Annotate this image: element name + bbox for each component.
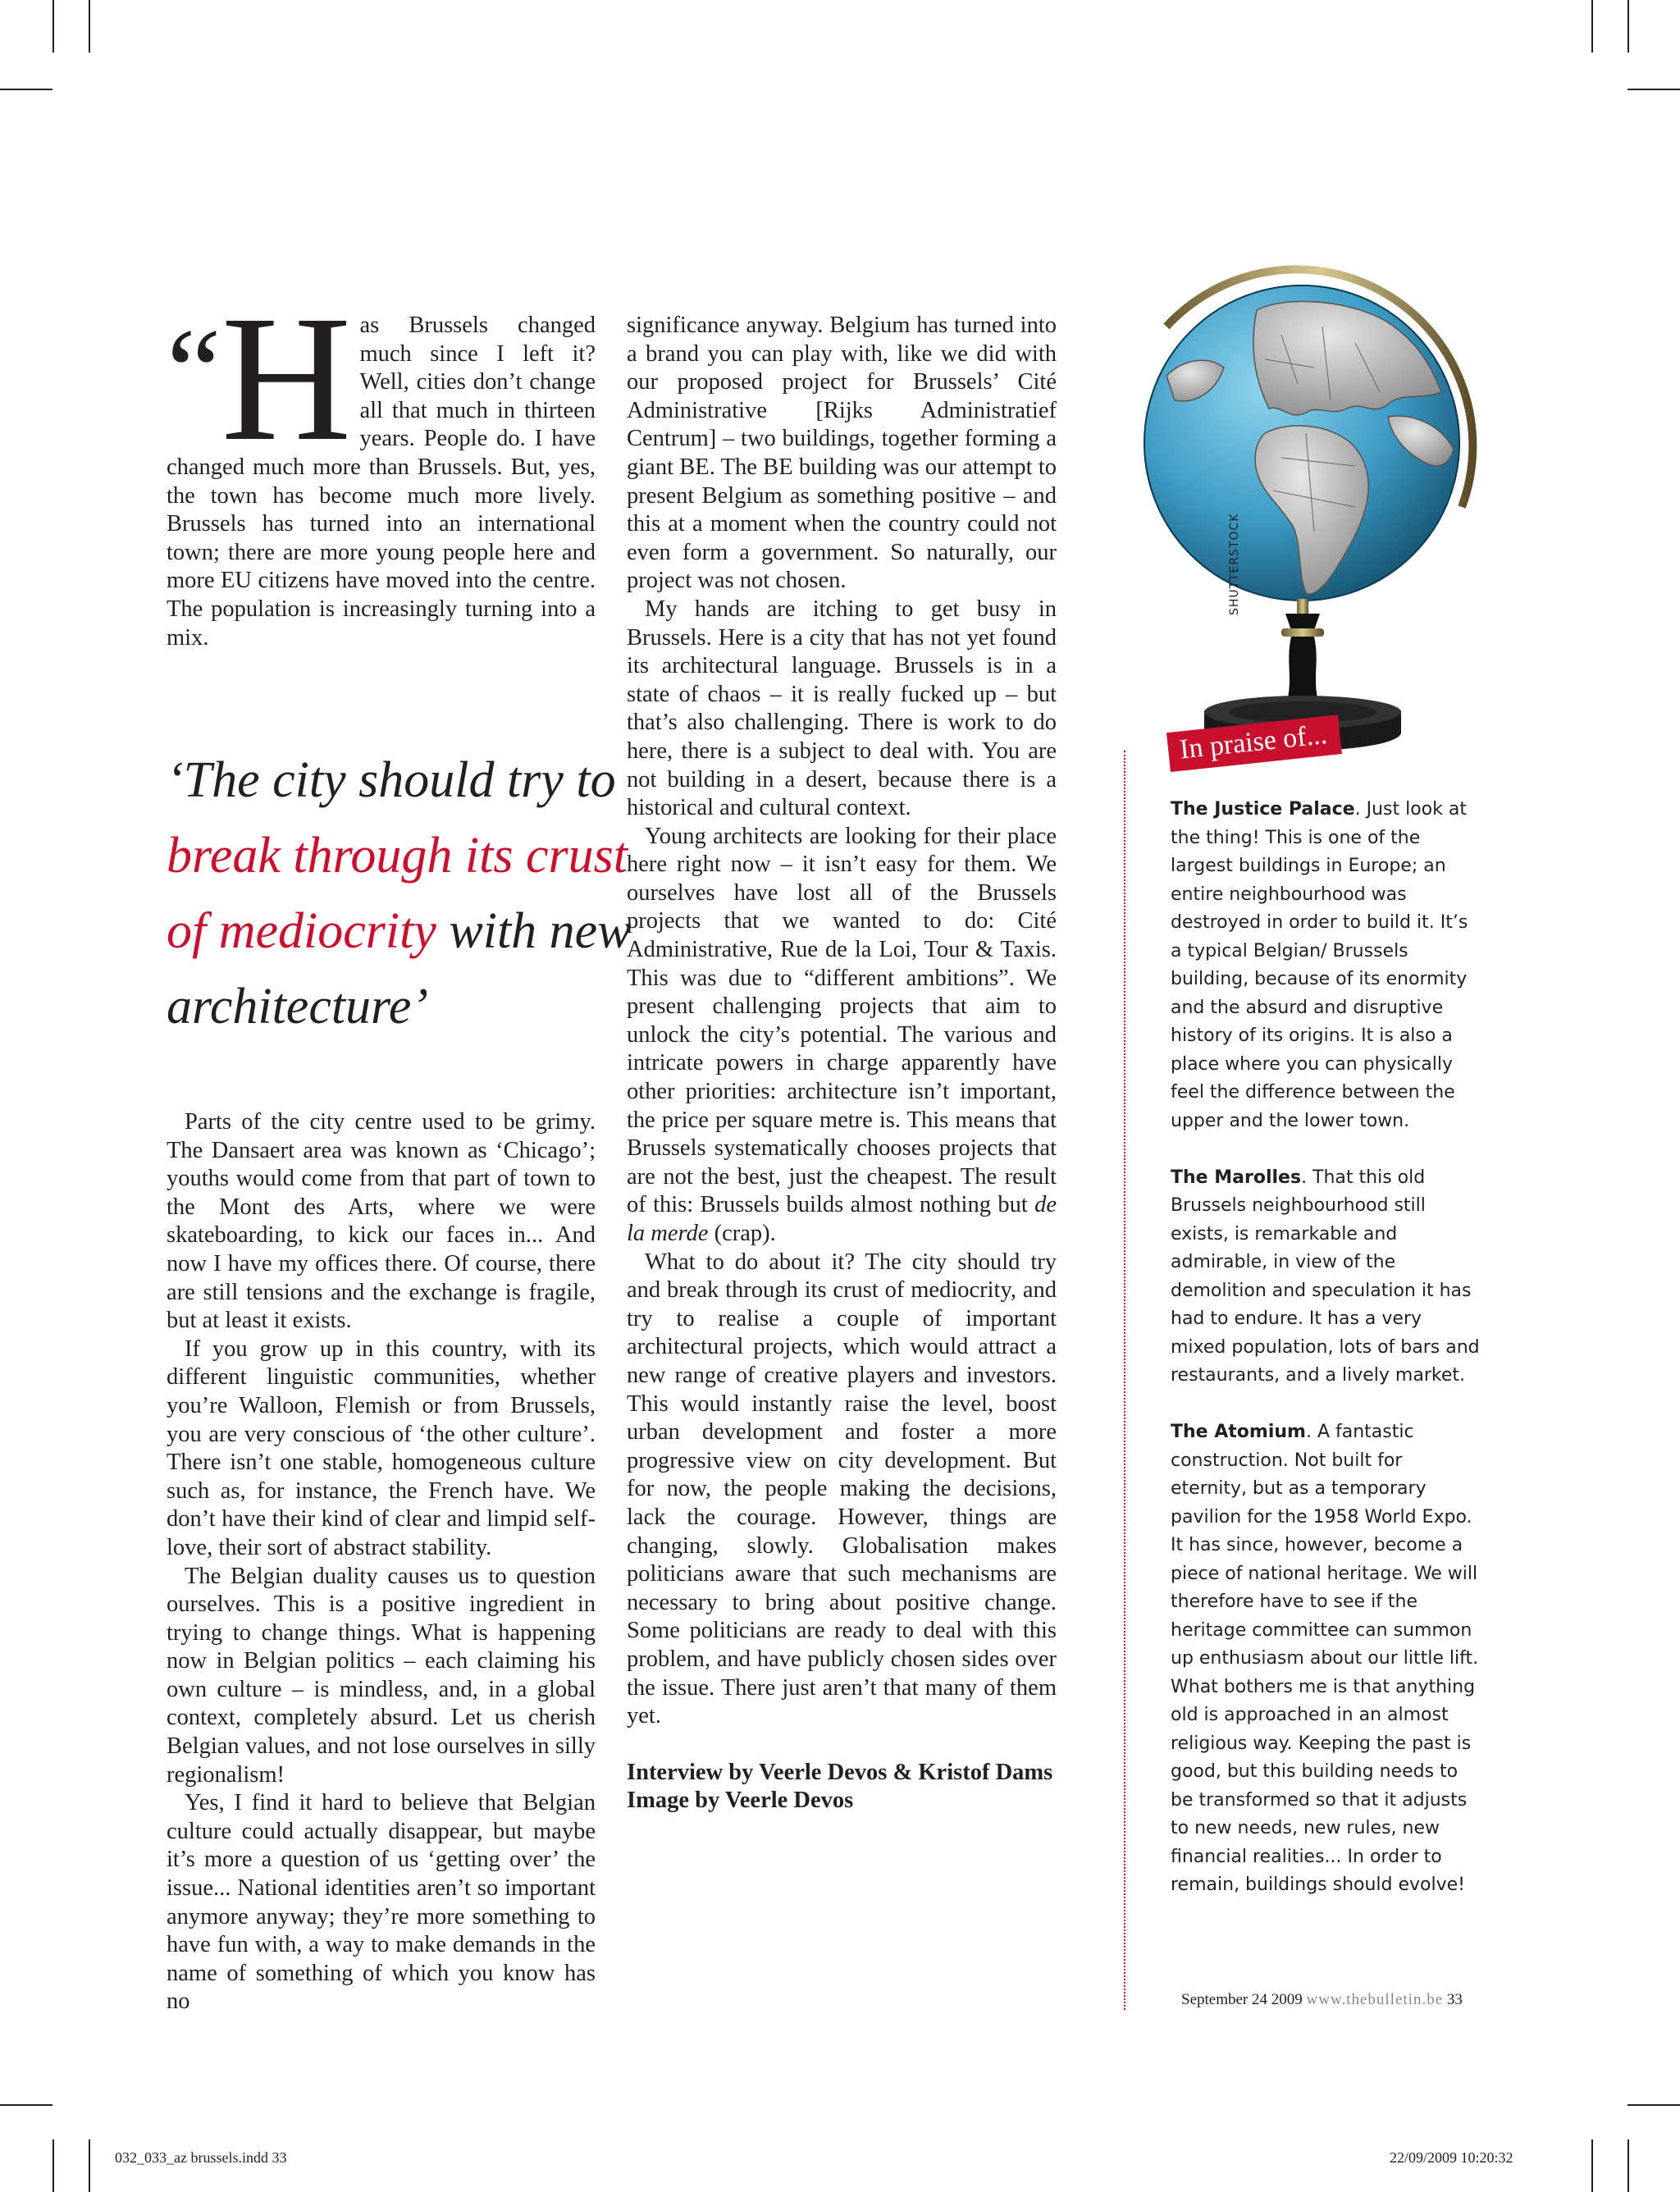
slug-filename: 032_033_az brussels.indd 33 <box>115 2149 287 2166</box>
globe-pin <box>1297 599 1308 615</box>
crop-mark <box>52 0 54 53</box>
article-paragraph: Yes, I find it hard to believe that Belgian culture could actually disappear, but maybe it’s more a question of us ‘getting over’ the issue... National identities aren’t so important anymore anyway; they’re more something to have fun with, a way to make demands in the name of something of which you know has no <box>167 1790 596 2015</box>
crop-mark <box>0 2104 52 2106</box>
sidebar-item-text: . A fantastic construction. Not built for eternity, but as a temporary pavilion for the 1958 World Expo. It has since, however, become a piece of national heritage. We will therefore have to see if the heritage committee can summon up enthusiasm about our little lift. What bothers me is that anything old is approached in an almost religious way. Keeping the past is good, but this building needs to be transformed so that it adjusts to new needs, new rules, new financial realities... In order to remain, buildings should evolve! <box>1171 1422 1479 1895</box>
sidebar-item <box>1171 796 1482 1135</box>
sidebar-item-text: . That this old Brussels neighbourhood still exists, is remarkable and admirable, in view of the demolition and speculation it has had to endure. It has a very mixed population, lots of bars and restaurants, and a lively market. <box>1171 1167 1480 1386</box>
crop-mark <box>89 2139 90 2192</box>
pull-quote-highlight: break through its crust of mediocrity <box>167 828 628 959</box>
pull-quote-part-3: with new architecture’ <box>167 903 632 1034</box>
crop-mark <box>1628 2104 1680 2106</box>
drop-cap: “H <box>167 278 352 478</box>
sidebar-in-praise-of <box>1171 796 1482 1928</box>
crop-mark <box>1591 2139 1593 2192</box>
sidebar-item <box>1171 1418 1482 1900</box>
article-paragraph: If you grow up in this country, with its different linguistic communities, whether you’re Walloon, Flemish or from Brussels, you are very conscious of ‘the other culture’. There isn’t one stable, homogeneous culture such as, for instance, the French have. We don’t have their kind of clear and limpid self-love, their sort of abstract stability. <box>167 1336 596 1560</box>
article-column-2 <box>627 312 1057 1815</box>
sidebar-divider <box>1124 751 1125 2010</box>
article-paragraph: My hands are itching to get busy in Brussels. Here is a city that has not yet found its architectural language. Brussels is in a state of chaos – it is really fucked up – but that’s also challenging. There is work to do here, there is a subject to deal with. You are not building in a desert, because there is a historical and cultural context. <box>627 596 1057 821</box>
crop-mark <box>1628 89 1680 90</box>
crop-mark <box>0 89 52 90</box>
crop-mark <box>1591 0 1593 53</box>
article-paragraph: Young architects are looking for their place here right now – it isn’t easy for them. We ourselves have lost all of the Brussels projects that we wanted to do: Cité Administrative, Rue de la Loi, Tour & Taxis. This was due to “different ambitions”. We present challenging projects that aim to unlock the city’s potential. The various and intricate powers in charge apparently have other priorities: architecture isn’t important, the price per square metre is. This means that Brussels systematically chooses projects that are not the best, just the cheapest. The result of this: Brussels builds almost nothing but de la merde (crap). <box>627 823 1057 1246</box>
footer-url: www.thebulletin.be <box>1306 1991 1444 2008</box>
article-paragraph: significance anyway. Belgium has turned into a brand you can play with, like we did with our proposed project for Brussels’ Cité Administrative [Rijks Administratief Centrum] – two buildings, together forming a giant BE. The BE building was our attempt to present Belgium as something positive – and this at a moment when the country could not even form a government. So naturally, our project was not chosen. <box>627 313 1057 594</box>
page-footer <box>1181 1991 1463 2009</box>
article-paragraph: The Belgian duality causes us to question ourselves. This is a positive ingredient in trying to change things. What is happening now in Belgian politics – each claiming his own culture – is mindless, and, in a global context, completely absurd. Let us cherish Belgian values, and not lose ourselves in silly regionalism! <box>167 1563 596 1788</box>
slug-timestamp: 22/09/2009 10:20:32 <box>1390 2149 1513 2166</box>
globe-image <box>1117 261 1514 771</box>
sidebar-item-title: The Atomium <box>1171 1422 1306 1442</box>
article-opening-paragraph: “H as Brussels changed much since I left it? Well, cities don’t change all that much in thirteen years. People do. I have changed much more than Brussels. But, yes, the town has become much more lively. Brussels has turned into an international town; there are more young people here and more EU citizens have moved into the centre. The population is increasingly turning into a mix. <box>167 278 596 651</box>
sidebar-item <box>1171 1164 1482 1391</box>
crop-mark <box>1628 0 1629 53</box>
crop-mark <box>1628 2139 1629 2192</box>
article-column-1-bottom <box>167 1108 596 2016</box>
sidebar-banner: In praise of... <box>1166 715 1342 772</box>
globe-stand <box>1286 637 1319 704</box>
credit-image: Image by Veerle Devos <box>627 1788 854 1814</box>
pull-quote-part-1: ‘The city should try to <box>167 752 616 808</box>
article-paragraph: What to do about it? The city should try and break through its crust of mediocrity, and try to realise a couple of important architectural projects, which would attract a new range of creative players and investors. This would instantly raise the level, boost urban development and foster a more progressive view on city development. But for now, the people making the decisions, lack the courage. However, things are changing, slowly. Globalisation makes politicians aware that such mechanisms are necessary to bring about positive change. Some politicians are ready to deal with this problem, and have publicly chosen sides over the issue. There just aren’t that many of them yet. <box>627 1249 1057 1729</box>
crop-mark <box>89 0 90 53</box>
article-credits <box>627 1759 1057 1815</box>
footer-date: September 24 2009 <box>1181 1991 1303 2008</box>
sidebar-item-text: . Just look at the thing! This is one of the largest buildings in Europe; an entire neighbourhood was destroyed in order to build it. It’s a typical Belgian/ Brussels building, because of its enormity and the absurd and disruptive history of its origins. It is also a place where you can physically feel the difference between the upper and the lower town. <box>1171 799 1468 1131</box>
sidebar-item-title: The Marolles <box>1171 1167 1302 1188</box>
article-paragraph: Parts of the city centre used to be grimy. The Dansaert area was known as ‘Chicago’; youths would come from that part of town to the Mont des Arts, where we were skateboarding, to kick our faces in... And now I have my offices there. Of course, there are still tensions and the exchange is fragile, but at least it exists. <box>167 1109 596 1334</box>
credit-interview: Interview by Veerle Devos & Kristof Dams <box>627 1759 1053 1785</box>
pull-quote <box>167 742 675 1044</box>
page-number: 33 <box>1446 1991 1463 2008</box>
photo-credit: SHUTTERSTOCK <box>1228 513 1241 615</box>
crop-mark <box>52 2139 54 2192</box>
article-column-1-top <box>167 278 596 652</box>
sidebar-item-title: The Justice Palace <box>1171 799 1355 820</box>
